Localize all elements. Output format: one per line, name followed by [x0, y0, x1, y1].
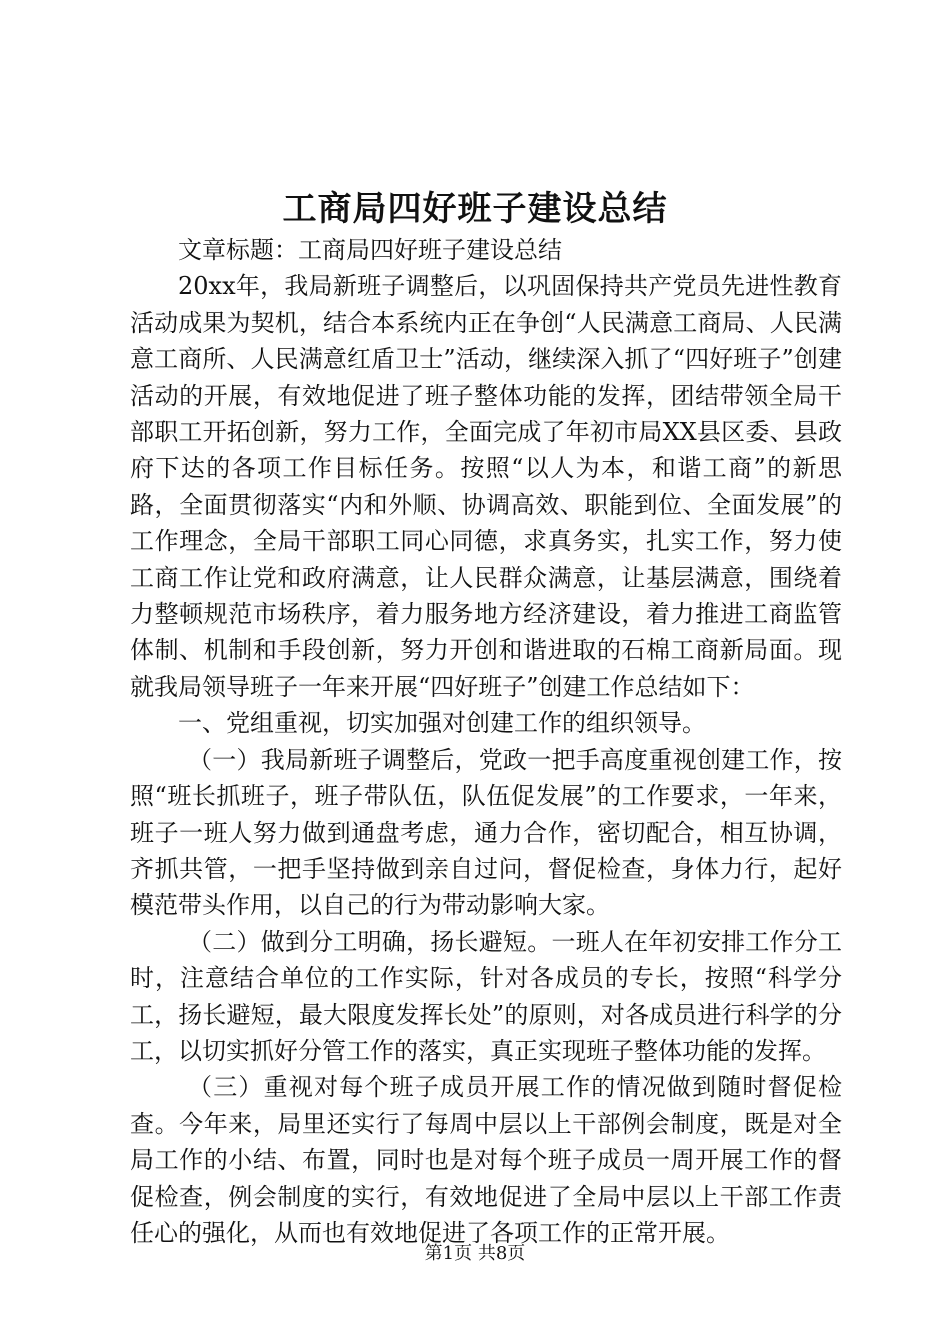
paragraph-item-2: （二）做到分工明确，扬长避短。一班人在年初安排工作分工时，注意结合单位的工作实际，针对各成员的专长，按照“科学分工，扬长避短，最大限度发挥长处”的原则，对各成员进行科学的分工，以切实抓好分管工作的落实，真正实现班子整体功能的发挥。 [130, 927, 842, 1065]
paragraph-article-title: 文章标题：工商局四好班子建设总结 [178, 236, 562, 264]
page-footer: 第1页 共8页 [424, 1243, 526, 1264]
document-title: 工商局四好班子建设总结 [282, 189, 668, 229]
paragraph-item-1: （一）我局新班子调整后，党政一把手高度重视创建工作，按照“班长抓班子，班子带队伍，队伍促发展”的工作要求，一年来，班子一班人努力做到通盘考虑，通力合作，密切配合，相互协调，齐抓共管，一把手坚持做到亲自过问，督促检查，身体力行，起好模范带头作用，以自己的行为带动影响大家。 [130, 745, 842, 920]
paragraph-section-heading: 一、党组重视，切实加强对创建工作的组织领导。 [178, 709, 706, 738]
paragraph-item-3: （三）重视对每个班子成员开展工作的情况做到随时督促检查。今年来，局里还实行了每周中层以上干部例会制度，既是对全局工作的小结、布置，同时也是对每个班子成员一周开展工作的督促检查，例会制度的实行，有效地促进了全局中层以上干部工作责任心的强化，从而也有效地促进了各项工作的正常开展。 [130, 1073, 842, 1247]
document-body [130, 232, 842, 1251]
paragraph-intro: 20xx年，我局新班子调整后，以巩固保持共产党员先进性教育活动成果为契机，结合本系统内正在争创“人民满意工商局、人民满意工商所、人民满意红盾卫士”活动，继续深入抓了“四好班子”创建活动的开展，有效地促进了班子整体功能的发挥，团结带领全局干部职工开拓创新，努力工作，全面完成了年初市局XX县区委、县政府下达的各项工作目标任务。按照“以人为本，和谐工商”的新思路，全面贯彻落实“内和外顺、协调高效、职能到位、全面发展”的工作理念，全局干部职工同心同德，求真务实，扎实工作，努力使工商工作让党和政府满意，让人民群众满意，让基层满意，围绕着力整顿规范市场秩序，着力服务地方经济建设，着力推进工商监管体制、机制和手段创新，努力开创和谐进取的石棉工商新局面。现就我局领导班子一年来开展“四好班子”创建工作总结如下： [130, 272, 842, 701]
